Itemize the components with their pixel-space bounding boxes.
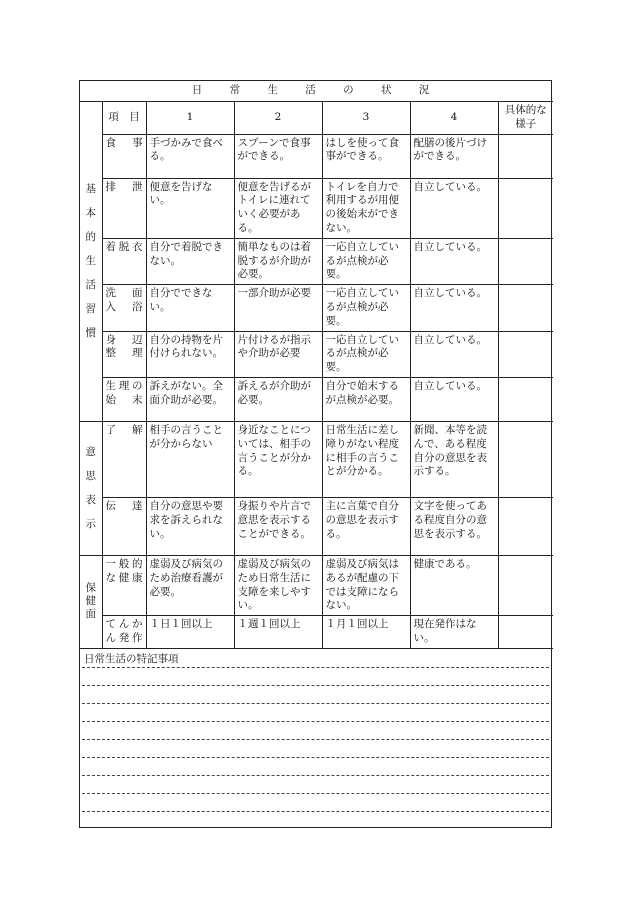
specific-condition-cell[interactable]: [498, 134, 553, 178]
level-1-cell: 自分でできない。: [146, 285, 234, 331]
level-4-cell: 健康である。: [410, 555, 498, 615]
item-label: 着脱衣: [102, 238, 146, 284]
level-2-cell: １週１回以上: [234, 616, 322, 649]
level-4-cell: 自立している。: [410, 377, 498, 421]
level-4-cell: 自立している。: [410, 285, 498, 331]
form-title: 日 常 生 活 の 状 況: [80, 81, 553, 102]
level-1-cell: 手づかみで食べる。: [146, 134, 234, 178]
item-label: 一般的な健康: [102, 555, 146, 615]
row-expression: [80, 497, 553, 555]
header-level-3: 3: [322, 102, 410, 135]
specific-condition-cell[interactable]: [498, 178, 553, 238]
level-2-cell: 片付けるが指示や介助が必要: [234, 331, 322, 377]
level-3-cell: トイレを自力で利用するが用便の後始末ができない。: [322, 178, 410, 238]
header-level-4: 4: [410, 102, 498, 135]
specific-condition-cell[interactable]: [498, 377, 553, 421]
category-basic-habits: 基本的生活習慣: [80, 102, 102, 422]
level-1-cell: 自分で着脱できない。: [146, 238, 234, 284]
row-personal-belongings: [80, 331, 553, 377]
level-2-cell: 虚弱及び病気のため日常生活に支障を来しやすい。: [234, 555, 322, 615]
level-2-cell: 訴えるが介助が必要。: [234, 377, 322, 421]
header-level-1: 1: [146, 102, 234, 135]
category-health: 保健面: [80, 555, 102, 648]
level-4-cell: 自立している。: [410, 238, 498, 284]
item-label: 洗 面入 浴: [102, 285, 146, 331]
specific-condition-cell[interactable]: [498, 616, 553, 649]
level-2-cell: 一部介助が必要: [234, 285, 322, 331]
category-communication: 意思表示: [80, 421, 102, 555]
special-notes-area[interactable]: [80, 649, 551, 827]
specific-condition-cell[interactable]: [498, 497, 553, 555]
note-line: [82, 793, 549, 794]
level-4-cell: 文字を使ってある程度自分の意思を表示する。: [410, 497, 498, 555]
level-4-cell: 自立している。: [410, 331, 498, 377]
note-line: [82, 757, 549, 758]
specific-condition-cell[interactable]: [498, 555, 553, 615]
level-4-cell: 新聞、本等を読んで、ある程度自分の意思を表示する。: [410, 421, 498, 497]
header-specific: 具体的な様子: [498, 102, 553, 135]
item-label: 伝 達: [102, 497, 146, 555]
level-2-cell: スプーンで食事ができる。: [234, 134, 322, 178]
level-1-cell: 便意を告げない。: [146, 178, 234, 238]
item-label: 食 事: [102, 134, 146, 178]
header-level-2: 2: [234, 102, 322, 135]
item-label: てんかん発作: [102, 616, 146, 649]
level-4-cell: 現在発作はない。: [410, 616, 498, 649]
level-4-cell: 自立している。: [410, 178, 498, 238]
item-label: 生理の始 末: [102, 377, 146, 421]
row-washing-bathing: [80, 285, 553, 331]
level-4-cell: 配膳の後片づけができる。: [410, 134, 498, 178]
daily-life-status-form: [79, 80, 552, 828]
level-2-cell: 簡単なものは着脱するが介助が必要。: [234, 238, 322, 284]
item-label: 身 辺整 理: [102, 331, 146, 377]
level-3-cell: 日常生活に差し障りがない程度に相手の言うことが分かる。: [322, 421, 410, 497]
note-line: [82, 775, 549, 776]
level-1-cell: 自分の持物を片付けられない。: [146, 331, 234, 377]
level-1-cell: 訴えがない。全面介助が必要。: [146, 377, 234, 421]
level-3-cell: 主に言葉で自分の意思を表示する。: [322, 497, 410, 555]
level-3-cell: 一応自立しているが点検が必要。: [322, 331, 410, 377]
row-general-health: [80, 555, 553, 615]
row-meals: [80, 134, 553, 178]
row-toileting: [80, 178, 553, 238]
note-line: [82, 685, 549, 686]
note-line: [82, 667, 549, 668]
specific-condition-cell[interactable]: [498, 331, 553, 377]
row-dressing: [80, 238, 553, 284]
item-label: 排 泄: [102, 178, 146, 238]
note-line: [82, 703, 549, 704]
header-item: 項 目: [102, 102, 146, 135]
special-notes-label: 日常生活の特記事項: [84, 652, 179, 665]
level-1-cell: 虚弱及び病気のため治療看護が必要。: [146, 555, 234, 615]
level-3-cell: １月１回以上: [322, 616, 410, 649]
level-1-cell: 自分の意思や要求を訴えられない。: [146, 497, 234, 555]
specific-condition-cell[interactable]: [498, 421, 553, 497]
level-3-cell: はしを使って食事ができる。: [322, 134, 410, 178]
level-2-cell: 便意を告げるがトイレに連れていく必要がある。: [234, 178, 322, 238]
specific-condition-cell[interactable]: [498, 238, 553, 284]
specific-condition-cell[interactable]: [498, 285, 553, 331]
note-line: [82, 811, 549, 812]
level-3-cell: 虚弱及び病気はあるが配慮の下では支障にならない。: [322, 555, 410, 615]
level-2-cell: 身近なことについては、相手の言うことが分かる。: [234, 421, 322, 497]
row-epileptic-seizures: [80, 616, 553, 649]
note-line: [82, 739, 549, 740]
level-3-cell: 一応自立しているが点検が必要。: [322, 285, 410, 331]
level-3-cell: 一応自立しているが点検が必要。: [322, 238, 410, 284]
item-label: 了 解: [102, 421, 146, 497]
status-table: [80, 81, 553, 649]
level-2-cell: 身振りや片言で意思を表示することができる。: [234, 497, 322, 555]
row-menstruation: [80, 377, 553, 421]
note-line: [82, 721, 549, 722]
level-1-cell: １日１回以上: [146, 616, 234, 649]
row-understanding: [80, 421, 553, 497]
level-3-cell: 自分で始末するが点検が必要。: [322, 377, 410, 421]
level-1-cell: 相手の言うことが分からない: [146, 421, 234, 497]
